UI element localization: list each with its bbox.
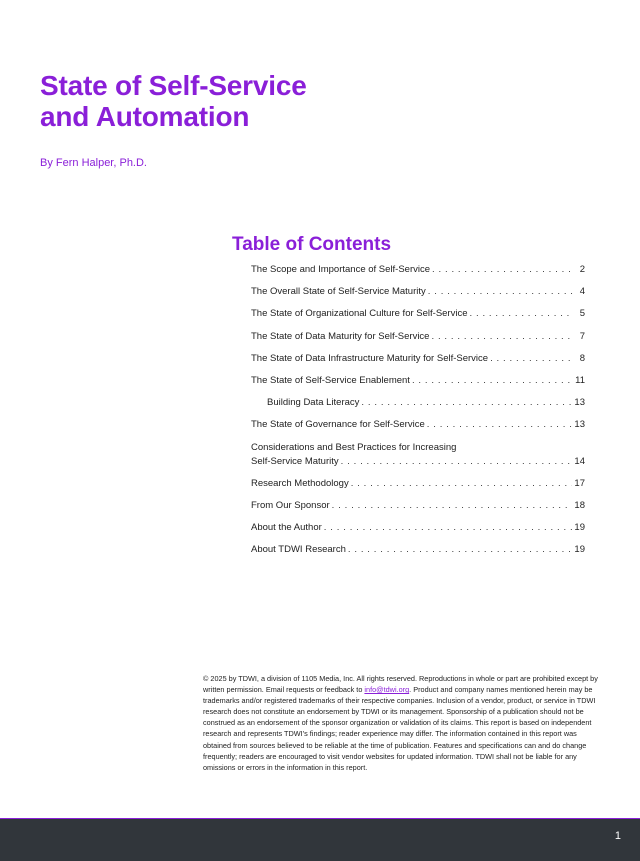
toc-entry-title: The State of Organizational Culture for Self-Service	[251, 308, 468, 320]
dot-leader	[470, 307, 574, 321]
document-title	[40, 70, 307, 132]
dot-leader	[324, 521, 573, 535]
toc-entry-title: From Our Sponsor	[251, 499, 330, 511]
toc-entry-title: About TDWI Research	[251, 544, 346, 556]
title-line-2: and Automation	[40, 101, 250, 132]
table-of-contents	[251, 263, 585, 565]
toc-entry[interactable]	[251, 263, 585, 277]
toc-entry-page: 14	[574, 455, 585, 467]
toc-entry-title: The Scope and Importance of Self-Service	[251, 264, 431, 275]
toc-entry-title: Research Methodology	[251, 477, 349, 489]
title-line-1: State of Self-Service	[40, 70, 307, 101]
toc-entry-page: 8	[579, 352, 585, 364]
toc-entry-page: 5	[579, 308, 585, 320]
toc-entry-title-line-2: Self-Service Maturity	[251, 455, 339, 467]
toc-entry-page: 13	[574, 419, 585, 431]
dot-leader	[428, 285, 573, 299]
footer-bar	[0, 818, 640, 861]
toc-entry-page: 4	[579, 286, 585, 298]
copyright-text-continued: . Product and company names mentioned herein may be trademarks and/or registered trademarks of their respective companies. Inclusion of a vendor, product, or service in TDWI research does not constitute an endorsement by TDWI or its management. Sponsorship of a publication should not be construed as an endorsement of the sponsor organization or validation of its claims. This report is based on independent research and represents TDWI’s findings; reader experience may differ. The information contained in this report was obtained from sources believed to be reliable at the time of publication. Features and specifications can and do change frequently; readers are encouraged to visit vendor websites for updated information. TDWI shall not be liable for any omissions or errors in the information in this report.	[203, 685, 596, 772]
author-byline: By Fern Halper, Ph.D.	[40, 157, 147, 169]
dot-leader	[431, 330, 573, 344]
toc-entry[interactable]	[251, 352, 585, 366]
toc-entry-page: 19	[574, 522, 585, 534]
email-link[interactable]: info@tdwi.org	[364, 685, 410, 695]
toc-entry-title: The State of Data Infrastructure Maturity for Self-Service	[251, 352, 489, 364]
copyright-notice	[203, 673, 603, 773]
toc-entry[interactable]	[251, 285, 585, 299]
toc-entry[interactable]	[251, 521, 585, 535]
toc-entry-page: 17	[574, 477, 585, 489]
toc-entry[interactable]	[251, 330, 585, 344]
toc-entry-page: 7	[579, 330, 585, 342]
dot-leader	[341, 455, 573, 469]
toc-entry-page: 11	[575, 374, 585, 386]
dot-leader	[351, 477, 573, 491]
toc-entry-title: The Overall State of Self-Service Maturity	[251, 286, 426, 298]
toc-entry-page: 19	[574, 544, 585, 556]
dot-leader	[332, 499, 573, 513]
toc-entry[interactable]	[251, 499, 585, 513]
toc-entry-title: About the Author	[251, 522, 322, 534]
dot-leader	[432, 263, 573, 277]
toc-entry-title: Building Data Literacy	[267, 397, 360, 409]
toc-entry[interactable]	[251, 418, 585, 432]
toc-subentry[interactable]	[251, 396, 585, 410]
toc-entry-page: 13	[574, 397, 585, 409]
dot-leader	[490, 352, 573, 366]
page-number: 1	[614, 830, 621, 842]
toc-entry[interactable]	[251, 477, 585, 491]
toc-entry[interactable]	[251, 374, 585, 388]
toc-entry[interactable]	[251, 543, 585, 557]
toc-entry[interactable]	[251, 307, 585, 321]
dot-leader	[427, 418, 573, 432]
toc-entry-page: 2	[579, 264, 585, 275]
dot-leader	[348, 543, 573, 557]
copyright-text: © 2025 by TDWI, a division of 1105 Media, Inc. All rights reserved. Reproductions in whole or part are prohibited except by written permission. Email requests or feedback to	[203, 674, 598, 695]
toc-entry-page: 18	[574, 499, 585, 511]
toc-entry-title-line-1: Considerations and Best Practices for Increasing	[251, 441, 457, 453]
toc-entry-title: The State of Self-Service Enablement	[251, 374, 410, 386]
dot-leader	[361, 396, 572, 410]
toc-entry[interactable]	[251, 441, 585, 469]
toc-heading: Table of Contents	[232, 234, 392, 255]
toc-entry-title: The State of Data Maturity for Self-Service	[251, 330, 430, 342]
toc-entry-title: The State of Governance for Self-Service	[251, 419, 425, 431]
dot-leader	[412, 374, 573, 388]
